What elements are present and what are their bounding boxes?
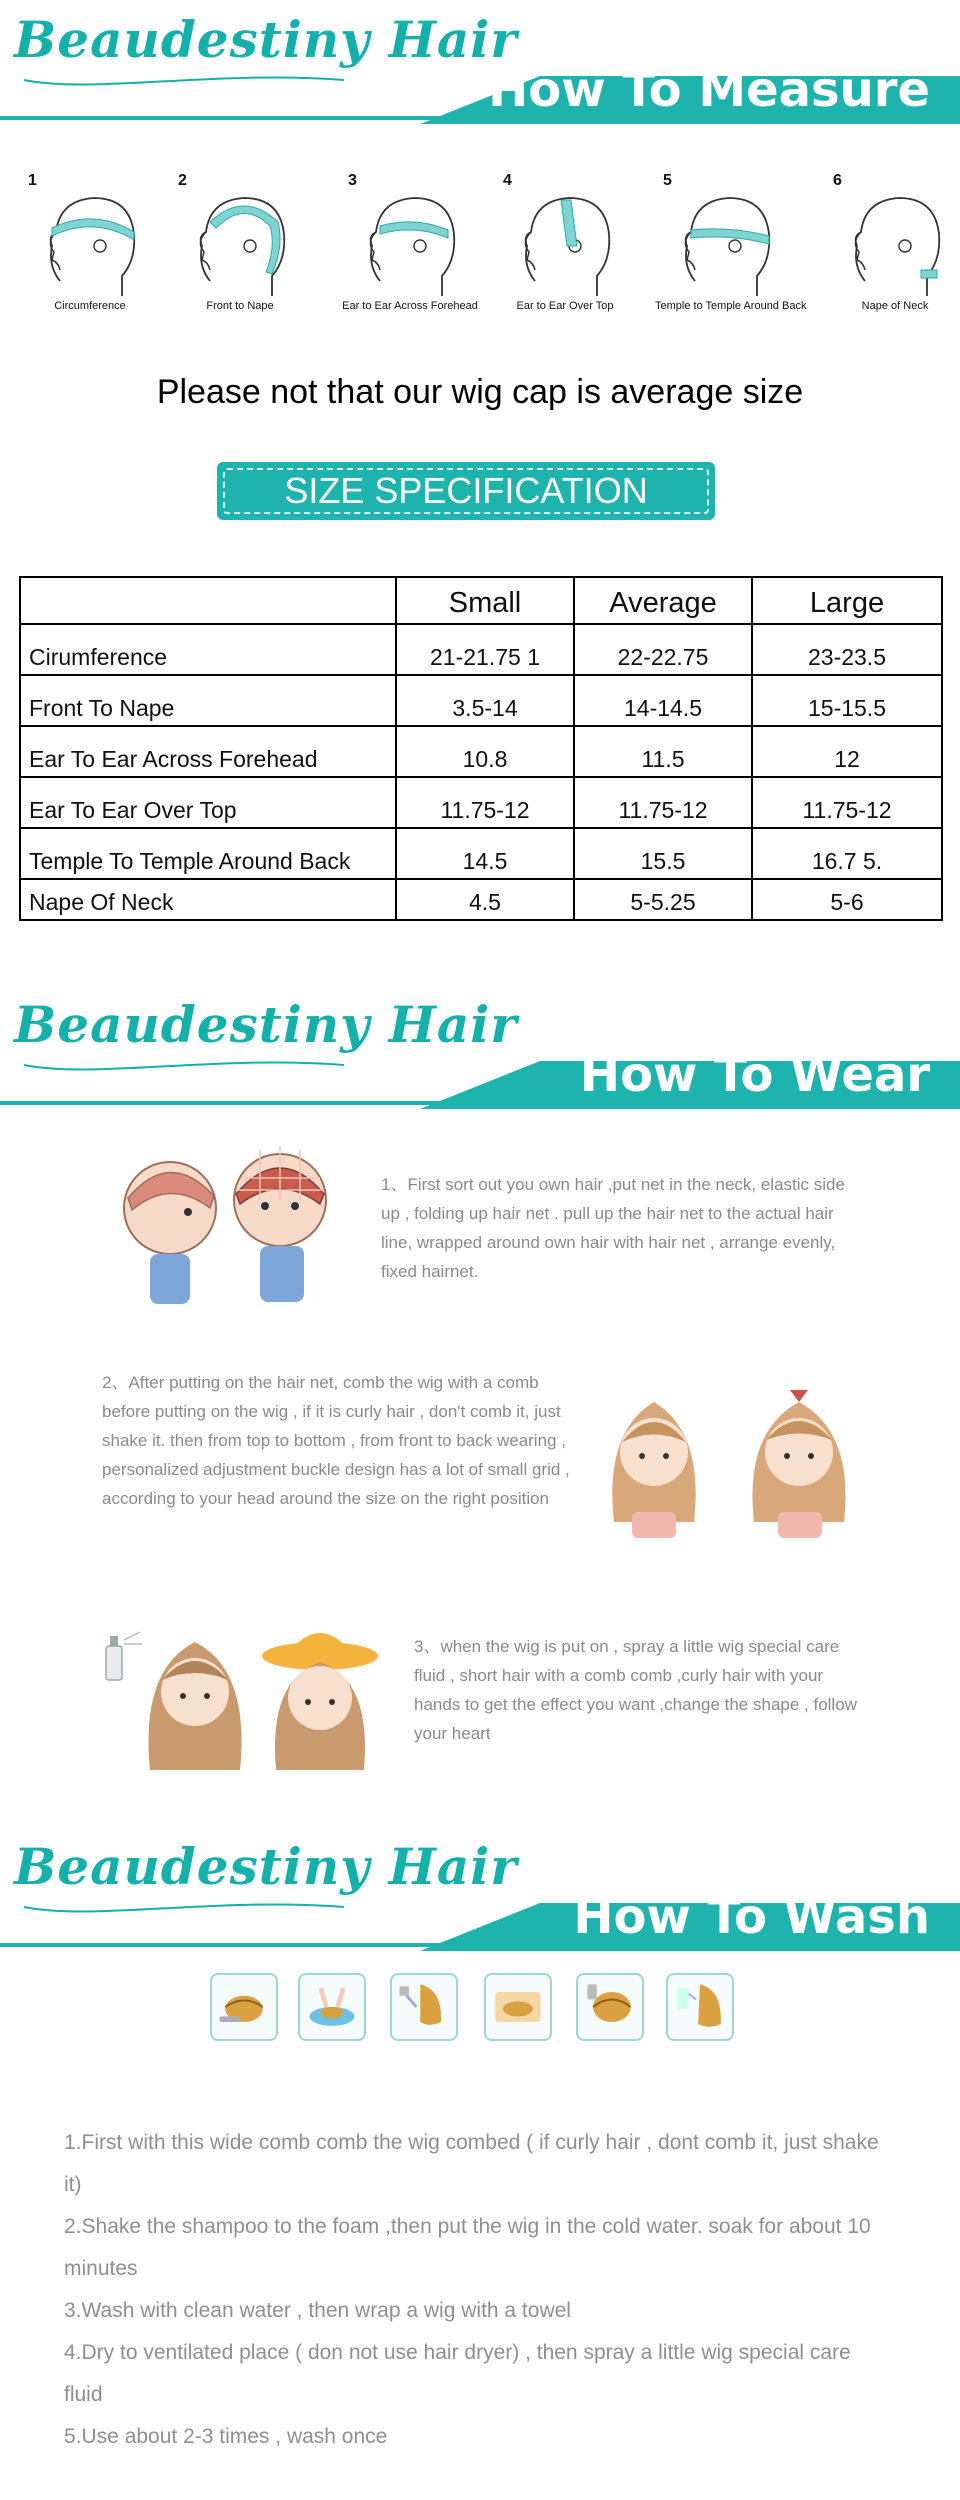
- wash-step-4: 4.Dry to ventilated place ( don not use hair dryer) , then spray a little wig special care fluid: [64, 2341, 851, 2406]
- table-cell: 16.7 5.: [752, 828, 942, 879]
- basin-wash-icon: [298, 1973, 366, 2041]
- hairnet-girls-illustration: [110, 1138, 350, 1308]
- table-cell: 11.5: [574, 726, 752, 777]
- wash-step-5: 5.Use about 2-3 times , wash once: [64, 2425, 388, 2448]
- brand-logo: Beaudestiny Hair: [14, 995, 518, 1054]
- wash-step-1: 1.First with this wide comb comb the wig combed ( if curly hair , dont comb it, just shake it): [64, 2131, 879, 2196]
- table-header-row: [20, 577, 942, 624]
- measure-head-1: [20, 172, 160, 330]
- section-title: How To Wash: [573, 1889, 930, 1945]
- cap-size-notice: Please not that our wig cap is average size: [156, 373, 804, 411]
- table-cell: 21-21.75 1: [396, 624, 574, 675]
- table-cell: 4.5: [396, 879, 574, 920]
- table-cell: 14-14.5: [574, 675, 752, 726]
- measure-step-caption: Front to Nape: [206, 300, 274, 312]
- table-header-cell: Large: [752, 577, 942, 624]
- section-title: How To Wear: [579, 1047, 930, 1103]
- table-row-label: Temple To Temple Around Back: [20, 828, 396, 879]
- wash-step-2: 2.Shake the shampoo to the foam ,then put the wig in the cold water. soak for about 10 minutes: [64, 2215, 871, 2280]
- comb-hair-icon: [210, 1973, 278, 2041]
- spray-icon: [666, 1973, 734, 2041]
- measure-step-caption: Temple to Temple Around Back: [655, 300, 807, 312]
- table-cell: 22-22.75: [574, 624, 752, 675]
- head-outline-icon: [30, 186, 150, 301]
- table-cell: 5-6: [752, 879, 942, 920]
- table-cell: 14.5: [396, 828, 574, 879]
- measure-step-caption: Ear to Ear Across Forehead: [342, 300, 478, 312]
- table-cell: 15-15.5: [752, 675, 942, 726]
- measure-step-caption: Nape of Neck: [861, 300, 929, 312]
- table-row-label: Ear To Ear Over Top: [20, 777, 396, 828]
- measure-head-6: [825, 172, 960, 330]
- table-row: [20, 777, 942, 828]
- brand-swash: [14, 66, 414, 92]
- table-header-cell: Average: [574, 577, 752, 624]
- measure-step-caption: Circumference: [54, 300, 126, 312]
- head-outline-icon: [180, 186, 300, 301]
- table-row-label: Cirumference: [20, 624, 396, 675]
- brand-logo: Beaudestiny Hair: [14, 1837, 518, 1896]
- table-row: [20, 879, 942, 920]
- table-cell: 5-5.25: [574, 879, 752, 920]
- table-row-label: Ear To Ear Across Forehead: [20, 726, 396, 777]
- measure-head-3: [340, 172, 480, 330]
- measure-step-number: 3: [348, 172, 357, 189]
- spray-girls-illustration: [100, 1610, 390, 1780]
- table-cell: 15.5: [574, 828, 752, 879]
- measure-step-number: 1: [28, 172, 37, 189]
- combing-girls-illustration: [594, 1372, 864, 1542]
- brand-logo: Beaudestiny Hair: [14, 10, 518, 69]
- brand-swash: [14, 1893, 414, 1919]
- measure-step-number: 2: [178, 172, 187, 189]
- measure-head-2: [170, 172, 310, 330]
- measure-head-5: [655, 172, 807, 330]
- head-outline-icon: [665, 186, 785, 301]
- table-row: [20, 624, 942, 675]
- table-row-label: Nape Of Neck: [20, 879, 396, 920]
- towel-icon: [484, 1973, 552, 2041]
- table-cell: 10.8: [396, 726, 574, 777]
- rinse-icon: [390, 1973, 458, 2041]
- section-title: How To Measure: [488, 62, 930, 118]
- table-cell: 11.75-12: [752, 777, 942, 828]
- table-cell: 3.5-14: [396, 675, 574, 726]
- table-row: [20, 726, 942, 777]
- table-header-cell: Small: [396, 577, 574, 624]
- table-cell: 11.75-12: [396, 777, 574, 828]
- wash-step-3: 3.Wash with clean water , then wrap a wig with a towel: [64, 2299, 571, 2322]
- size-table: [19, 576, 943, 921]
- dry-icon: [576, 1973, 644, 2041]
- table-cell: 11.75-12: [574, 777, 752, 828]
- head-outline-icon: [835, 186, 955, 301]
- size-specification-label: SIZE SPECIFICATION: [223, 468, 709, 514]
- measure-step-number: 6: [833, 172, 842, 189]
- table-cell: 23-23.5: [752, 624, 942, 675]
- wear-step-2: 2、After putting on the hair net, comb the wig with a comb before putting on the wig , if it is curly hair , don't comb it, just shake it. then from top to bottom , from front to back wearing , personalized adjustment buckle design has a lot of small grid , according to your head around the size on the right position: [102, 1373, 570, 1508]
- table-header-cell: [20, 577, 396, 624]
- brand-swash: [14, 1051, 414, 1077]
- table-row: [20, 828, 942, 879]
- table-row: [20, 675, 942, 726]
- table-row-label: Front To Nape: [20, 675, 396, 726]
- measure-step-number: 5: [663, 172, 672, 189]
- wash-steps: [64, 2122, 894, 2458]
- wear-step-1: 1、First sort out you own hair ,put net in the neck, elastic side up , folding up hair net . pull up the hair net to the actual hair line, wrapped around own hair with hair net , arrange evenly, fixed hairnet.: [381, 1175, 845, 1281]
- banner-how-to-wash: [0, 1827, 960, 1947]
- table-cell: 12: [752, 726, 942, 777]
- measure-step-caption: Ear to Ear Over Top: [516, 300, 614, 312]
- size-specification-badge: [217, 462, 715, 520]
- head-outline-icon: [505, 186, 625, 301]
- measure-head-4: [495, 172, 635, 330]
- banner-how-to-measure: [0, 0, 960, 120]
- head-outline-icon: [350, 186, 470, 301]
- banner-how-to-wear: [0, 985, 960, 1105]
- wear-step-3: 3、when the wig is put on , spray a little wig special care fluid , short hair with a comb comb ,curly hair with your hands to get the effect you want ,change the shape , follow your heart: [414, 1637, 857, 1743]
- measure-step-number: 4: [503, 172, 512, 189]
